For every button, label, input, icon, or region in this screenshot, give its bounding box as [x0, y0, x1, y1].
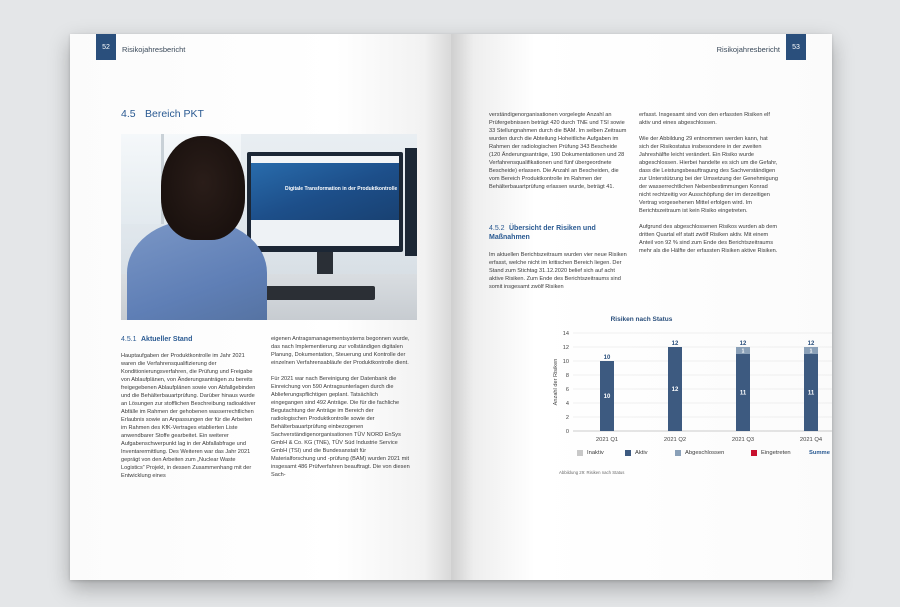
legend-label: Aktiv — [635, 450, 648, 456]
paragraph: eigenen Antragsmanagementsystems begonnen wurde, das nach Implementierung zur vollständigen digitalen Planung, Dokumentation, Steuerung und Kontrolle der einzelnen Verfahrensabläufe der Produktkontrolle dient. — [271, 336, 410, 366]
total-label: 12 — [807, 341, 815, 347]
legend-item — [625, 450, 648, 456]
bar-value-label: 11 — [739, 390, 747, 397]
legend-item — [577, 450, 604, 456]
bar-chart — [551, 327, 832, 449]
paragraph: Für 2021 war nach Bereinigung der Datenbank die Einreichung von 590 Antragsunterlagen durch die Ablieferungspflichtigen geplant. Tatsächlich eingegangen sind 492 Anträge. Die für die fachliche Begutachtung der Anträge im Bereich der radiologischen Produktkontrolle sowie der Behälterbauartprüfung einbezogenen Sachverständigenorganisationen TÜV NORD EnSys GmbH & Co. KG (TNE), TÜV Süd Industrie Service GmbH (TSI) und die Bundesanstalt für Materialforschung und -prüfung (BAM) wurden 2021 mit insgesamt 486 Prüfverfahren beauftragt. Die von diesen Sach- — [271, 376, 410, 478]
screen-headline: Digitale Transformation in der Produktkontrolle — [285, 186, 398, 192]
right-page — [451, 34, 832, 580]
paragraph: Hauptaufgaben der Produktkontrolle im Jahr 2021 waren die Verfahrensqualifizierung der Konditionierungsverfahren, die Prüfung und Freigabe von Ablaufplänen, von Änderungsanträgen zu bereits freigegebenen Ablaufplänen sowie von Abfallgebinden und die Behälterbauartprüfung. Darüber hinaus wurde an Lösungen zur stofflichen Beschreibung radioaktiver Abfälle im Rahmen der gehobenen wasserrechtlichen Erlaubnis sowie an Anpassungen der für die Arbeiten im Rahmen des KfK-Vertrages etablierten Liste anwendbarer Stoffe gearbeitet. Ein weiterer Aufgabenschwerpunkt lag in der Abfallabfrage und Inventarermittlung. Des Weiteren war das Jahr 2021 geprägt von den Arbeiten zum „Nuclear Waste Logistics“ Projekt, in dessen Zusammenhang mit der Entwicklung eines — [121, 353, 256, 479]
total-label: 10 — [603, 355, 611, 361]
section-heading — [121, 108, 204, 120]
right-column-2 — [639, 111, 779, 263]
right-column-1-bottom — [489, 251, 629, 299]
y-tick-label: 14 — [562, 331, 569, 337]
total-label: 12 — [671, 341, 679, 347]
legend-label: Inaktiv — [587, 450, 604, 456]
bar-value-label: 10 — [603, 394, 611, 400]
legend-swatch — [751, 450, 757, 456]
legend-item — [675, 450, 724, 456]
page-number: 52 — [96, 34, 116, 60]
subsection-heading — [489, 224, 629, 242]
x-tick-label: 2021 Q3 — [731, 437, 755, 443]
right-column-1 — [489, 111, 629, 199]
bar-value-label: 1 — [809, 348, 813, 355]
y-tick-label: 2 — [565, 415, 569, 421]
y-tick-label: 12 — [562, 345, 569, 351]
bar-value-label: 11 — [807, 390, 815, 397]
legend-swatch — [577, 450, 583, 456]
paragraph: Wie der Abbildung 29 entnommen werden kann, hat sich der Risikostatus insbesondere in der zweiten Jahreshälfte leicht verändert. Ein Risiko wurde abgeschlossen. Hierbei handelte es sich um die Gefahr, dass die Leistungsbeauftragung des Sachverständigen zur Unterstützung bei der Umsetzung der Genehmigung der wasserrechtlichen Nebenbestimmungen Konrad nicht rechtzeitig vor Ausschöpfung der im derzeitigen Vertrag vorgesehenen Mittel erfolgen wird. Im Berichtszeitraum ist kein Risiko eingetreten. — [639, 136, 778, 214]
section-number: 4.5 — [121, 108, 136, 120]
left-column-1 — [121, 352, 259, 488]
figure-caption: Abbildung 29: Risiken nach Status — [559, 470, 625, 475]
y-tick-label: 4 — [565, 401, 569, 407]
y-axis-label: Anzahl der Risiken — [553, 358, 559, 406]
paragraph: verständigenorganisationen vorgelegte Anzahl an Prüfergebnissen beträgt 420 durch TNE und TSI sowie 33 Stellungnahmen durch die BAM. Im selben Zeitraum wurden durch die Abteilung Hoheitliche Aufgaben im Rahmen der radiologischen Prüfung 343 Bescheide (120 Änderungsanträge, 190 Dokumentationen und 28 Verfahrensqualifikationen und fünf übergeordnete Bescheide) erlassen. Die Anzahl an Bescheiden, die vom Bereich Produktkontrolle im Rahmen der Behälterbauartprüfung erlassen wurde, beträgt 41. — [489, 112, 627, 190]
subsection-heading — [121, 335, 192, 344]
y-tick-label: 6 — [565, 387, 569, 393]
x-tick-label: 2021 Q4 — [799, 437, 823, 443]
legend-swatch — [625, 450, 631, 456]
y-tick-label: 10 — [562, 359, 569, 365]
legend-swatch — [675, 450, 681, 456]
running-title: Risikojahresbericht — [122, 45, 186, 54]
left-page — [70, 34, 451, 580]
subsection-number: 4.5.2 — [489, 225, 505, 232]
total-label: 12 — [739, 341, 747, 347]
office-photo — [121, 134, 417, 320]
bar-value-label: 1 — [741, 348, 745, 355]
y-tick-label: 8 — [565, 373, 569, 379]
running-title: Risikojahresbericht — [716, 45, 780, 54]
bar-value-label: 12 — [671, 387, 679, 393]
left-column-2 — [271, 335, 411, 487]
document-spread — [70, 34, 832, 580]
legend-sum-label: Summe — [809, 450, 830, 456]
x-tick-label: 2021 Q2 — [663, 437, 687, 443]
paragraph: Aufgrund des abgeschlossenen Risikos wurden ab dem dritten Quartal elf statt zwölf Risiken aktiv. Mit einem Anteil von 92 % sind zum Ende des Berichtszeitraums mehr als die Hälfte der erfassten Risiken aktive Risiken. — [639, 224, 778, 254]
chart-title: Risiken nach Status — [610, 316, 673, 323]
legend-label: Eingetreten — [761, 450, 791, 456]
paragraph: Im aktuellen Berichtszeitraum wurden vier neue Risiken erfasst, welche nicht im kritischen Bereich liegen. Der Stand zum Stichtag 31.12.2020 belief sich auf acht aktive Risiken. Zum Ende des Berichtszeitraums sind somit insgesamt zwölf Risiken — [489, 252, 627, 290]
legend-item — [751, 450, 791, 456]
legend-label: Abgeschlossen — [685, 450, 725, 456]
page-number: 53 — [786, 34, 806, 60]
paragraph: erfasst. Insgesamt sind von den erfassten Risiken elf aktiv und eines abgeschlossen. — [639, 112, 770, 126]
section-title: Bereich PKT — [145, 108, 204, 120]
y-tick-label: 0 — [565, 429, 569, 435]
x-tick-label: 2021 Q1 — [595, 437, 619, 443]
subsection-number: 4.5.1 — [121, 336, 137, 343]
subsection-title: Aktueller Stand — [141, 336, 193, 343]
subsection-title: Übersicht der Risiken und Maßnahmen — [489, 225, 596, 242]
